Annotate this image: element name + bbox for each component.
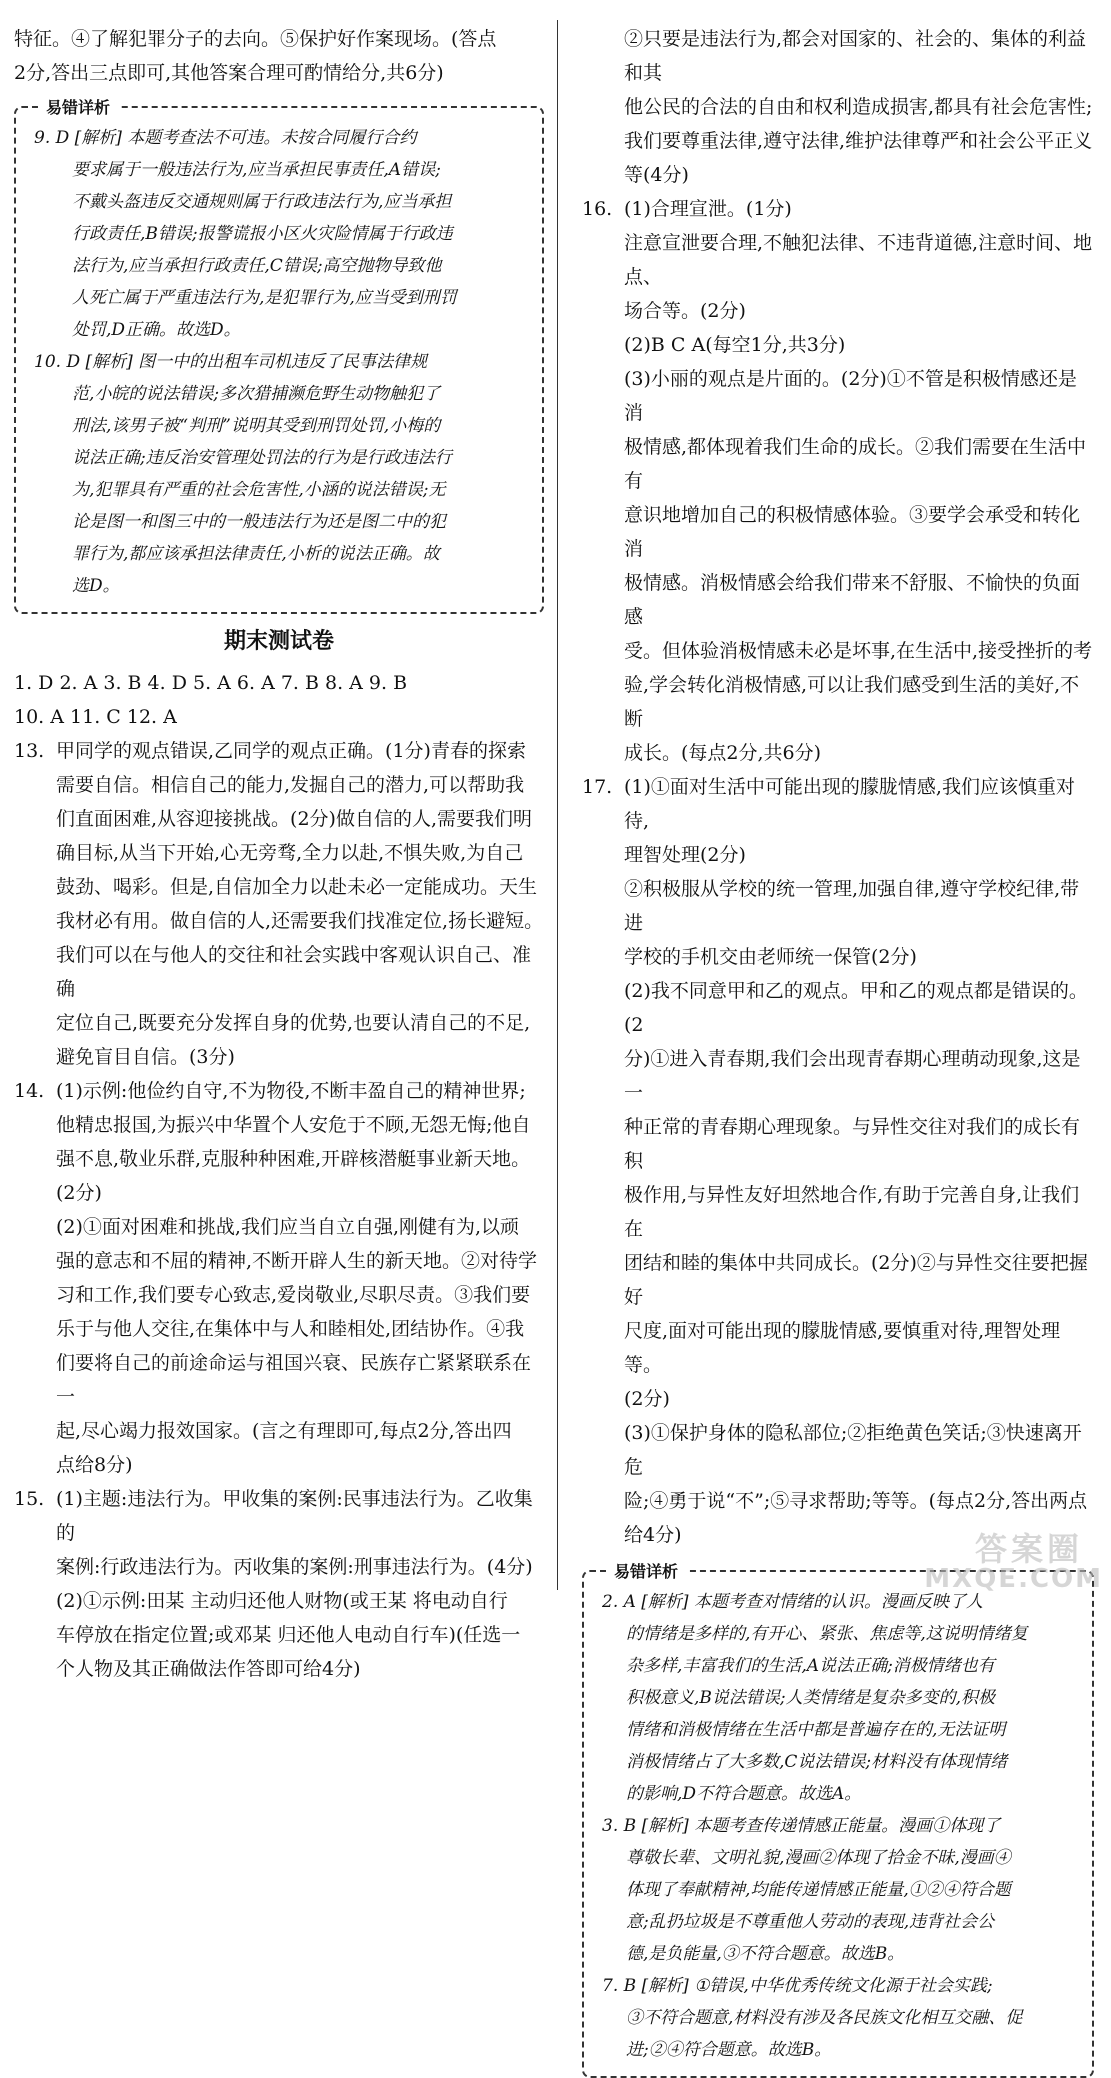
question-number: 14.: [14, 1080, 45, 1102]
analysis-line: 意;乱扔垃圾是不尊重他人劳动的表现,违背社会公: [626, 1912, 995, 1932]
answer-line: (3)①保护身体的隐私部位;②拒绝黄色笑话;③快速离开危: [624, 1422, 1082, 1478]
question-number: 17.: [582, 776, 613, 798]
answer-line: 乐于与他人交往,在集体中与人和睦相处,团结协作。④我: [56, 1318, 525, 1340]
answer-line: 团结和睦的集体中共同成长。(2分)②与异性交往要把握好: [624, 1252, 1088, 1308]
analysis-line: 罪行为,都应该承担法律责任,小析的说法正确。故: [72, 544, 440, 564]
answer-line: 我材必有用。做自信的人,还需要我们找准定位,扬长避短。: [56, 910, 544, 932]
question-17: [582, 770, 1094, 1552]
answer-line: 车停放在指定位置;或邓某 归还他人电动自行车)(任选一: [56, 1624, 521, 1646]
analysis-line: 的情绪是多样的,有开心、紧张、焦虑等,这说明情绪复: [626, 1624, 1028, 1644]
answer-line: 案例:行政违法行为。丙收集的案例:刑事违法行为。(4分): [56, 1556, 533, 1578]
answer-line: 我们可以在与他人的交往和社会实践中客观认识自己、准确: [56, 944, 532, 1000]
answer-line: 点给8分): [56, 1454, 133, 1476]
analysis-line: 杂多样,丰富我们的生活,A说法正确;消极情绪也有: [626, 1656, 995, 1676]
question-16: [582, 192, 1094, 770]
analysis-item-9: [34, 122, 534, 346]
analysis-line: 法行为,应当承担行政责任,C错误;高空抛物导致他: [72, 256, 442, 276]
analysis-line: 尊敬长辈、文明礼貌,漫画②体现了拾金不昧,漫画④: [626, 1848, 1011, 1868]
answer-line: 注意宣泄要合理,不触犯法律、不违背道德,注意时间、地点、: [624, 232, 1093, 288]
analysis-line: 9. D [解析] 本题考查法不可违。未按合同履行合约: [34, 128, 417, 148]
answer-line: 险;④勇于说“不”;⑤寻求帮助;等等。(每点2分,答出两点: [624, 1490, 1088, 1512]
answer-line: 们直面困难,从容迎接挑战。(2分)做自信的人,需要我们明: [56, 808, 532, 830]
answer-line: 他公民的合法的自由和权利造成损害,都具有社会危害性;: [624, 96, 1093, 118]
analysis-line: 3. B [解析] 本题考查传递情感正能量。漫画①体现了: [602, 1816, 1001, 1836]
watermark-text: 答案圈: [974, 1530, 1083, 1568]
question-number: 13.: [14, 740, 45, 762]
analysis-line: 情绪和消极情绪在生活中都是普遍存在的,无法证明: [626, 1720, 1006, 1740]
answer-line: (1)合理宣泄。(1分): [624, 198, 792, 220]
answer-line: (2分): [56, 1182, 102, 1204]
analysis-line: 2. A [解析] 本题考查对情绪的认识。漫画反映了人: [602, 1592, 983, 1612]
answer-line: 他精忠报国,为振兴中华置个人安危于不顾,无怨无悔;他自: [56, 1114, 531, 1136]
analysis-line: 说法正确;违反治安管理处罚法的行为是行政违法行: [72, 448, 452, 468]
answer-line: 尺度,面对可能出现的朦胧情感,要慎重对待,理智处理等。: [624, 1320, 1061, 1376]
right-column: [582, 22, 1094, 2078]
answer-line: 场合等。(2分): [624, 300, 746, 322]
answer-key-line: 10. A 11. C 12. A: [14, 706, 177, 728]
analysis-line: 范,小皖的说法错误;多次猎捕濒危野生动物触犯了: [72, 384, 441, 404]
analysis-line: 德,是负能量,③不符合题意。故选B。: [626, 1944, 905, 1964]
answer-line: (3)小丽的观点是片面的。(2分)①不管是积极情感还是消: [624, 368, 1077, 424]
answer-line: 强不息,敬业乐群,克服种种困难,开辟核潜艇事业新天地。: [56, 1148, 531, 1170]
analysis-line: 论是图一和图三中的一般违法行为还是图二中的犯: [72, 512, 446, 532]
answer-line: 分)①进入青春期,我们会出现青春期心理萌动现象,这是一: [624, 1048, 1081, 1104]
answer-line: 需要自信。相信自己的能力,发掘自己的潜力,可以帮助我: [56, 774, 525, 796]
analysis-line: 进;②④符合题意。故选B。: [626, 2040, 832, 2060]
question-14: [14, 1074, 544, 1482]
answer-key-line: 1. D 2. A 3. B 4. D 5. A 6. A 7. B 8. A 9. B: [14, 672, 408, 694]
answer-line: 学校的手机交由老师统一保管(2分): [624, 946, 917, 968]
question-number: 16.: [582, 198, 613, 220]
analysis-item-2: [602, 1586, 1084, 1810]
question-15-continued: [582, 22, 1094, 192]
box-title: 易错详析: [606, 1559, 686, 1582]
answer-line: 甲同学的观点错误,乙同学的观点正确。(1分)青春的探索: [56, 740, 526, 762]
analysis-item-10: [34, 346, 534, 602]
column-divider: [557, 20, 558, 1590]
answer-line: 极情感。消极情感会给我们带来不舒服、不愉快的负面感: [624, 572, 1081, 628]
analysis-line: 消极情绪占了大多数,C说法错误;材料没有体现情绪: [626, 1752, 1008, 1772]
analysis-line: 人死亡属于严重违法行为,是犯罪行为,应当受到刑罚: [72, 288, 457, 308]
analysis-line: 10. D [解析] 图一中的出租车司机违反了民事法律规: [34, 352, 428, 372]
answer-line: 种正常的青春期心理现象。与异性交往对我们的成长有积: [624, 1116, 1081, 1172]
intro-line: 2分,答出三点即可,其他答案合理可酌情给分,共6分): [14, 62, 444, 84]
answer-line: ②只要是违法行为,都会对国家的、社会的、集体的利益和其: [624, 28, 1087, 84]
left-column: [14, 22, 544, 1686]
error-analysis-box: [14, 98, 544, 614]
answer-line: 验,学会转化消极情感,可以让我们感受到生活的美好,不断: [624, 674, 1080, 730]
answer-line: 确目标,从当下开始,心无旁骛,全力以赴,不惧失败,为自己: [56, 842, 524, 864]
answer-line: 给4分): [624, 1524, 682, 1546]
section-title: 期末测试卷: [223, 629, 334, 654]
intro-line: 特征。④了解犯罪分子的去向。⑤保护好作案现场。(答点: [14, 28, 497, 50]
analysis-line: 不戴头盔违反交通规则属于行政违法行为,应当承担: [72, 192, 452, 212]
answer-line: 我们要尊重法律,遵守法律,维护法律尊严和社会公平正义: [624, 130, 1093, 152]
answer-line: ②积极服从学校的统一管理,加强自律,遵守学校纪律,带进: [624, 878, 1080, 934]
answer-line: 意识地增加自己的积极情感体验。③要学会承受和转化消: [624, 504, 1081, 560]
analysis-line: 刑法,该男子被“判刑”说明其受到刑罚处罚,小梅的: [72, 416, 441, 436]
answer-line: (1)示例:他俭约自守,不为物役,不断丰盈自己的精神世界;: [56, 1080, 526, 1102]
answer-line: (2)B C A(每空1分,共3分): [624, 334, 846, 356]
analysis-line: 行政责任,B错误;报警谎报小区火灾险情属于行政违: [72, 224, 453, 244]
answer-line: (1)主题:违法行为。甲收集的案例:民事违法行为。乙收集的: [56, 1488, 533, 1544]
answer-line: 理智处理(2分): [624, 844, 746, 866]
answer-line: (2)①示例:田某 主动归还他人财物(或王某 将电动自行: [56, 1590, 508, 1612]
watermark-url: MXQE.COM: [924, 1564, 1103, 1594]
answer-line: 强的意志和不屈的精神,不断开辟人生的新天地。②对待学: [56, 1250, 538, 1272]
answer-line: 等(4分): [624, 164, 689, 186]
question-number: 15.: [14, 1488, 45, 1510]
analysis-line: 7. B [解析] ①错误,中华优秀传统文化源于社会实践;: [602, 1976, 993, 1996]
analysis-line: 的影响,D不符合题意。故选A。: [626, 1784, 862, 1804]
answer-line: (1)①面对生活中可能出现的朦胧情感,我们应该慎重对待,: [624, 776, 1075, 832]
analysis-line: 处罚,D正确。故选D。: [72, 320, 241, 340]
answer-line: 个人物及其正确做法作答即可给4分): [56, 1658, 361, 1680]
question-13: [14, 734, 544, 1074]
answer-line: (2)我不同意甲和乙的观点。甲和乙的观点都是错误的。(2: [624, 980, 1088, 1036]
answer-line: 极情感,都体现着我们生命的成长。②我们需要在生活中有: [624, 436, 1087, 492]
analysis-line: 积极意义,B说法错误;人类情绪是复杂多变的,积极: [626, 1688, 996, 1708]
analysis-item-7: [602, 1970, 1084, 2066]
answer-line: 成长。(每点2分,共6分): [624, 742, 822, 764]
answer-line: 们要将自己的前途命运与祖国兴衰、民族存亡紧紧联系在一: [56, 1352, 532, 1408]
answer-line: 定位自己,既要充分发挥自身的优势,也要认清自己的不足,: [56, 1012, 531, 1034]
answer-line: 受。但体验消极情感未必是坏事,在生活中,接受挫折的考: [624, 640, 1093, 662]
analysis-line: 选D。: [72, 576, 120, 596]
analysis-line: 为,犯罪具有严重的社会危害性,小涵的说法错误;无: [72, 480, 446, 500]
box-title: 易错详析: [38, 95, 118, 118]
question-15: [14, 1482, 544, 1686]
analysis-item-3: [602, 1810, 1084, 1970]
answer-line: 起,尽心竭力报效国家。(言之有理即可,每点2分,答出四: [56, 1420, 512, 1442]
answer-line: (2分): [624, 1388, 670, 1410]
analysis-line: ③不符合题意,材料没有涉及各民族文化相互交融、促: [626, 2008, 1023, 2028]
answer-line: 极作用,与异性友好坦然地合作,有助于完善自身,让我们在: [624, 1184, 1080, 1240]
watermark-logo: [903, 1524, 1103, 1594]
analysis-line: 体现了奉献精神,均能传递情感正能量,①②④符合题: [626, 1880, 1011, 1900]
error-analysis-box: [582, 1562, 1094, 2078]
answer-line: 习和工作,我们要专心致志,爱岗敬业,尽职尽责。③我们要: [56, 1284, 531, 1306]
answer-line: 鼓劲、喝彩。但是,自信加全力以赴未必一定能成功。天生: [56, 876, 538, 898]
answer-line: (2)①面对困难和挑战,我们应当自立自强,刚健有为,以顽: [56, 1216, 520, 1238]
analysis-line: 要求属于一般违法行为,应当承担民事责任,A错误;: [72, 160, 441, 180]
answer-line: 避免盲目自信。(3分): [56, 1046, 235, 1068]
